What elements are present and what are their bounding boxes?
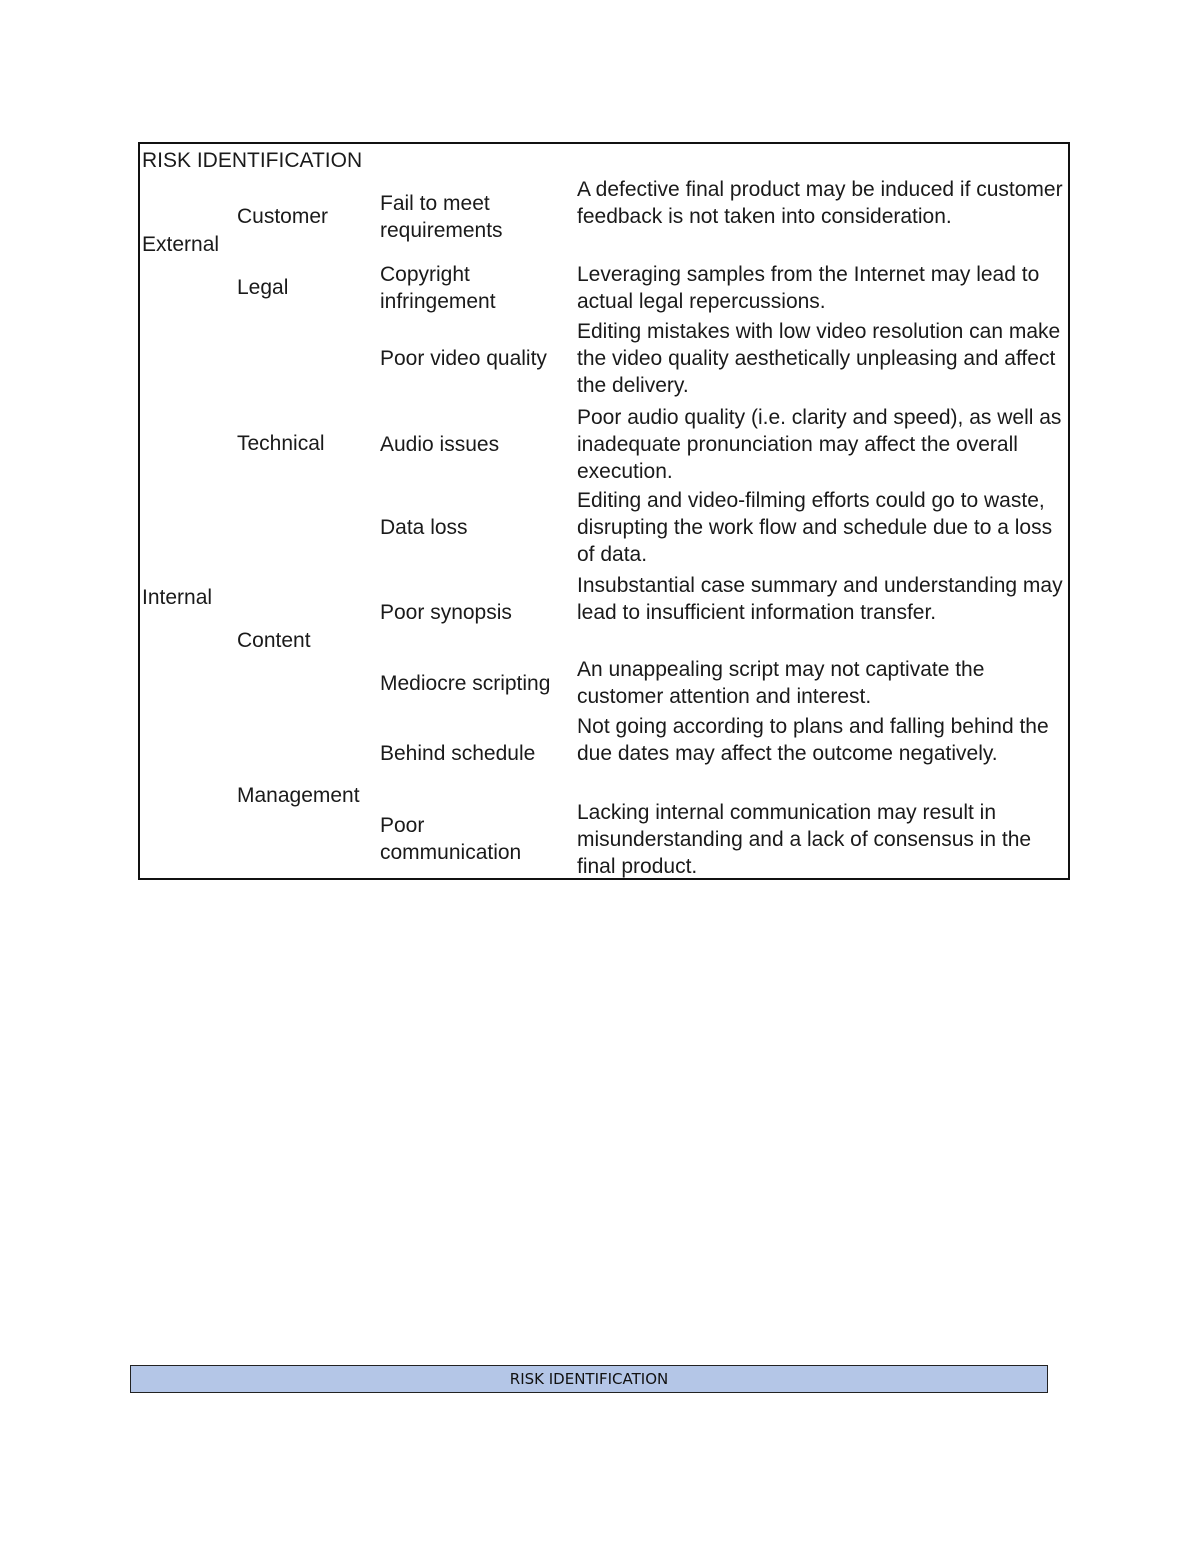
category-legal: Legal [237,276,289,299]
table-title: RISK IDENTIFICATION [142,149,363,172]
category-management: Management [237,784,360,807]
source-external: External [142,233,220,256]
risk-description: Not going according to plans and falling behind the due dates may affect the outcome negatively. [577,715,1049,765]
risk-name: Audio issues [380,433,500,456]
risk-identification-banner: RISK IDENTIFICATION [130,1365,1048,1393]
risk-name: Data loss [380,516,468,539]
risk-name: Poor communication [380,814,522,864]
risk-description: Insubstantial case summary and understanding may lead to insufficient information transfer. [577,574,1063,624]
risk-description: Editing and video-filming efforts could go to waste, disrupting the work flow and schedule due to a loss of data. [577,489,1053,566]
risk-name: Fail to meet requirements [380,192,503,242]
risk-name: Poor synopsis [380,601,512,624]
risk-name: Behind schedule [380,742,536,765]
risk-description: Lacking internal communication may result in misunderstanding and a lack of consensus in the final product. [577,801,1032,878]
category-content: Content [237,629,311,652]
banner-bottom-line [130,1392,1048,1393]
risk-name: Copyright infringement [380,263,496,313]
risk-description: A defective final product may be induced if customer feedback is not taken into consideration. [577,178,1063,228]
risk-description: Editing mistakes with low video resolution can make the video quality aesthetically unpleasing and affect the delivery. [577,320,1061,397]
category-technical: Technical [237,432,325,455]
category-customer: Customer [237,205,329,228]
risk-identification-table [138,142,1070,880]
risk-description: An unappealing script may not captivate the customer attention and interest. [577,658,985,708]
risk-description: Leveraging samples from the Internet may lead to actual legal repercussions. [577,263,1040,313]
risk-name: Poor video quality [380,347,547,370]
risk-name: Mediocre scripting [380,672,551,695]
risk-description: Poor audio quality (i.e. clarity and speed), as well as inadequate pronunciation may affect the overall execution. [577,406,1062,483]
source-internal: Internal [142,586,213,609]
